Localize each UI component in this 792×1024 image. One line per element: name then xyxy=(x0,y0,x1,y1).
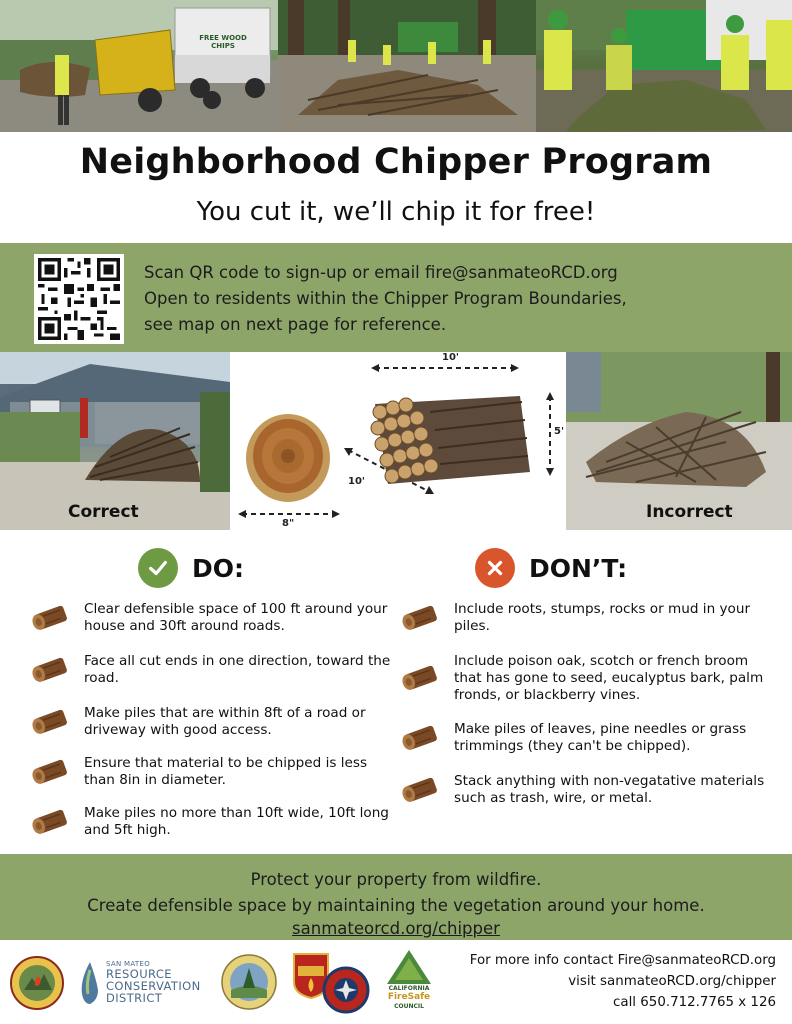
contact-info xyxy=(470,950,776,1013)
contact-email-line[interactable]: For more info contact Fire@sanmateoRCD.org xyxy=(469,953,776,968)
do-item xyxy=(30,805,394,839)
fire-department-badge-logo xyxy=(322,966,370,1014)
log-icon xyxy=(400,601,440,635)
dont-item xyxy=(400,653,779,704)
rcd-line-2: CONSERVATION xyxy=(106,979,201,993)
contact-website-line[interactable]: visit sanmateoRCD.org/chipper xyxy=(568,974,776,989)
photo-crew-chipping xyxy=(536,0,792,132)
dimension-height-label: 5' xyxy=(554,426,565,437)
dimension-diameter-label: 8" xyxy=(282,518,295,529)
signup-band xyxy=(0,243,792,352)
do-item xyxy=(30,653,394,687)
log-icon xyxy=(400,773,440,807)
dont-item-text: Make piles of leaves, pine needles or grass trimmings (they can't be chipped). xyxy=(454,721,747,754)
rcd-wordmark xyxy=(106,960,226,1004)
do-header xyxy=(30,545,390,591)
firesafe-council-wordmark xyxy=(383,984,435,1011)
firesafe-line-2: FireSafe xyxy=(387,992,431,1002)
rcd-line-1: RESOURCE xyxy=(106,967,172,981)
do-item xyxy=(30,755,394,789)
do-item-text: Face all cut ends in one direction, toward the road. xyxy=(84,653,391,686)
dont-heading: DON’T: xyxy=(529,553,628,583)
photo-incorrect-pile xyxy=(566,352,792,530)
do-item-text: Ensure that material to be chipped is less than 8in in diameter. xyxy=(84,755,368,788)
log-icon xyxy=(400,661,440,695)
dimension-width-label: 10' xyxy=(442,352,459,363)
rcd-county: SAN MATEO xyxy=(106,960,151,968)
dont-header xyxy=(400,545,780,591)
rcd-line-3: DISTRICT xyxy=(106,991,163,1005)
signup-line-eligibility: Open to residents within the Chipper Program Boundaries, xyxy=(144,289,627,308)
log-pile-diagram xyxy=(230,352,566,530)
page-title: Neighborhood Chipper Program xyxy=(79,142,713,182)
do-item xyxy=(30,601,394,635)
fire-safe-san-mateo-logo xyxy=(10,956,64,1010)
log-icon xyxy=(30,755,70,789)
footer xyxy=(0,940,792,1024)
dont-item-text: Include roots, stumps, rocks or mud in your piles. xyxy=(454,601,751,634)
firesafe-line-3: COUNCIL xyxy=(394,1003,424,1010)
rcd-logo-icon xyxy=(76,960,104,1006)
signup-text xyxy=(144,260,784,338)
truck-sign: FREE WOOD CHIPS xyxy=(199,34,247,50)
do-heading: DO: xyxy=(192,553,245,583)
checkmark-icon xyxy=(138,548,178,588)
signup-line-map-note: see map on next page for reference. xyxy=(144,315,447,334)
photo-crew-brush-pile xyxy=(278,0,536,132)
log-icon xyxy=(30,805,70,839)
dont-item-text: Include poison oak, scotch or french broom that has gone to seed, eucalyptus bark, palm fronds, or blackberry vines. xyxy=(454,653,764,703)
page-subtitle: You cut it, we’ll chip it for free! xyxy=(196,197,596,227)
defensible-space-message: Create defensible space by maintaining the vegetation around your home. xyxy=(87,896,705,915)
photo-correct-pile xyxy=(0,352,230,530)
do-item-text: Make piles that are within 8ft of a road or driveway with good access. xyxy=(84,705,366,738)
incorrect-label: Incorrect xyxy=(646,502,733,522)
dont-item-text: Stack anything with non-vegatative materials such as trash, wire, or metal. xyxy=(454,773,765,806)
do-item xyxy=(30,705,394,739)
examples-row xyxy=(0,352,792,530)
contact-phone-line[interactable]: call 650.712.7765 x 126 xyxy=(613,995,776,1010)
dont-item xyxy=(400,773,779,807)
log-icon xyxy=(400,721,440,755)
photo-strip xyxy=(0,0,792,132)
dont-item xyxy=(400,601,779,635)
firesafe-line-1: CALIFORNIA xyxy=(388,985,430,992)
dont-item xyxy=(400,721,779,755)
do-item-text: Clear defensible space of 100 ft around your house and 30ft around roads. xyxy=(84,601,388,634)
wildfire-band xyxy=(0,854,792,940)
photo-chipper-truck xyxy=(0,0,278,132)
county-seal-logo xyxy=(221,954,277,1010)
wildfire-message: Protect your property from wildfire. xyxy=(250,870,542,889)
program-link[interactable]: sanmateorcd.org/chipper xyxy=(292,919,500,938)
log-icon xyxy=(30,705,70,739)
correct-label: Correct xyxy=(68,502,139,522)
dont-section xyxy=(400,545,780,806)
qr-code-icon xyxy=(38,258,120,340)
signup-line-email: Scan QR code to sign-up or email fire@sanmateoRCD.org xyxy=(144,263,618,282)
do-item-text: Make piles no more than 10ft wide, 10ft long and 5ft high. xyxy=(84,805,389,838)
qr-code[interactable] xyxy=(34,254,124,344)
log-icon xyxy=(30,653,70,687)
do-section xyxy=(30,545,391,838)
log-icon xyxy=(30,601,70,635)
x-icon xyxy=(475,548,515,588)
dimension-length-label: 10' xyxy=(348,476,365,487)
